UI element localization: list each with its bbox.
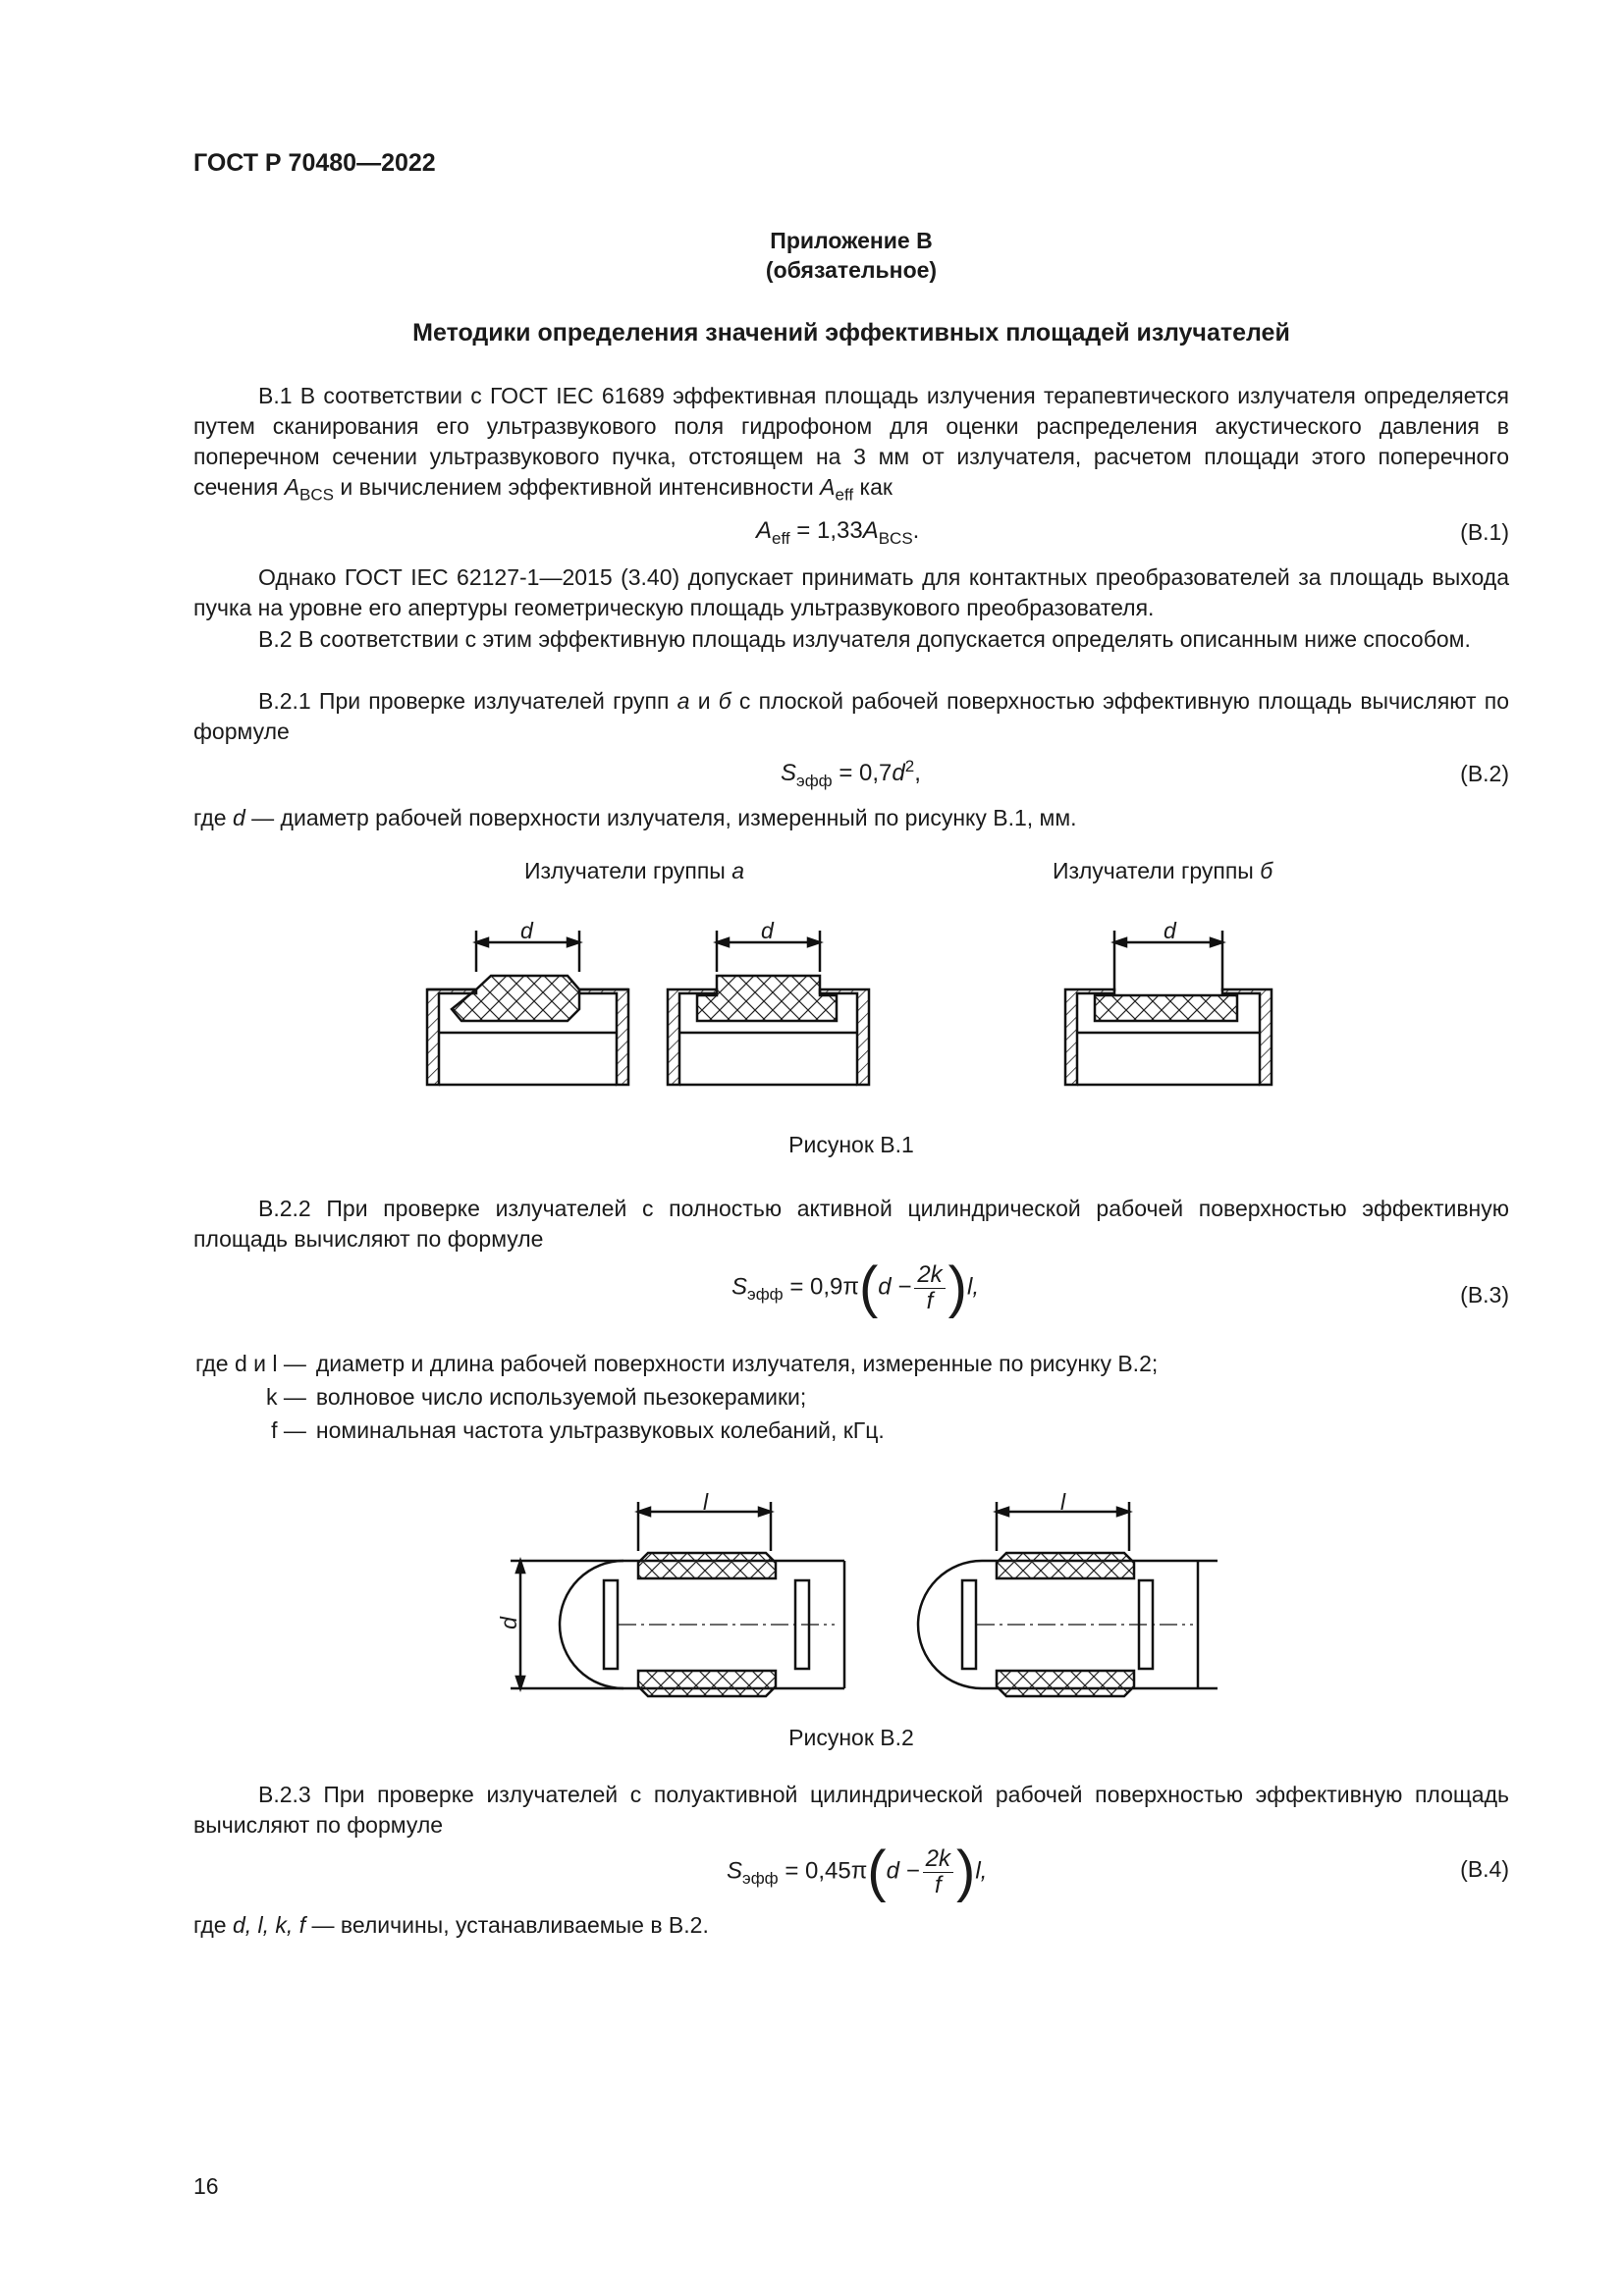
eq-variable: d −	[878, 1273, 912, 1301]
subscript-bcs: BCS	[299, 485, 335, 505]
appendix-type: (обязательное)	[765, 257, 938, 283]
eq-variable: l,	[975, 1857, 988, 1885]
emitter-group-b	[1065, 931, 1272, 1085]
eq-superscript: 2	[904, 757, 915, 775]
fig1-label-group-b	[1053, 858, 1272, 884]
eq-symbol: A	[756, 517, 773, 544]
where-text: — величины, устанавливаемые в В.2.	[311, 1912, 709, 1938]
definition-text: диаметр и длина рабочей поверхности излучателя, измеренные по рисунку В.2;	[315, 1351, 1159, 1376]
equation-b2	[781, 757, 921, 791]
equation-number: (В.1)	[1460, 519, 1509, 545]
emitter-group-a-1	[427, 931, 628, 1085]
fig1-dim-d: d	[761, 918, 774, 943]
definition-term: k —	[266, 1384, 306, 1410]
eq-variable: d −	[886, 1857, 920, 1885]
where-label: где	[193, 805, 227, 830]
eq-subscript: BCS	[878, 528, 913, 548]
eq-subscript: эфф	[747, 1285, 784, 1305]
paragraph-b21	[193, 686, 1509, 747]
paragraph-iec: Однако ГОСТ IEC 62127-1—2015 (3.40) допускает принимать для контактных преобразователей за площадь выхода пучка на уровне его апертуры геометрическую площадь ультразвукового преобразователя.	[193, 564, 1509, 620]
eq-end: ,	[914, 760, 921, 786]
paragraph-b1-end: как	[859, 474, 893, 500]
paragraph-b1-text: В.1 В соответствии с ГОСТ IEC 61689 эффективная площадь излучения терапевтического излучателя определяется путем сканирования его ультразвукового поля гидрофоном для оценки распределения акустического давления в поперечном сечении ультразвукового пучка, отстоящем на 3 мм от излучателя, расчетом площади этого поперечного сечения	[193, 383, 1509, 500]
fraction-denominator: f	[926, 1287, 934, 1314]
paragraph-b1	[193, 381, 1509, 510]
eq-coefficient: = 0,7	[839, 760, 893, 786]
equation-number: (В.4)	[1460, 1856, 1509, 1882]
where-variable: d	[232, 805, 245, 830]
definition-text: волновое число используемой пьезокерамики;	[315, 1384, 807, 1410]
paren-close: )	[947, 1255, 967, 1319]
fig2-dim-d: d	[495, 1617, 521, 1629]
eq-subscript: eff	[772, 528, 790, 548]
paren-close: )	[956, 1840, 976, 1903]
equation-b4	[727, 1840, 988, 1903]
symbol-a: A	[820, 474, 836, 500]
where-label: где	[193, 1912, 227, 1938]
definition-row	[195, 1381, 1158, 1413]
appendix-title: Приложение В	[770, 228, 933, 253]
figure-b2-drawing	[511, 1482, 1218, 1708]
where-vars	[193, 1912, 709, 1939]
paragraph-b21-text: В.2.1 При проверке излучателей групп	[258, 688, 670, 714]
fraction	[923, 1846, 953, 1898]
cylinder-emitter-full	[511, 1502, 844, 1696]
page-number: 16	[193, 2173, 219, 2199]
eq-variable: d	[892, 760, 905, 786]
eq-subscript: эфф	[796, 771, 833, 790]
definition-term: где d и l —	[195, 1351, 306, 1376]
figure-b1-caption: Рисунок В.1	[788, 1132, 914, 1157]
paren-open: (	[867, 1840, 887, 1903]
paragraph-b21-end: с плоской рабочей поверхностью эффективную площадь вычисляют по формуле	[193, 688, 1510, 744]
eq-subscript: эфф	[742, 1869, 779, 1889]
fig1-label-text: Излучатели группы	[1053, 858, 1254, 883]
document-header: ГОСТ Р 70480—2022	[193, 149, 436, 177]
definition-text: номинальная частота ультразвуковых колебаний, кГц.	[315, 1417, 885, 1443]
fig1-label-text: Излучатели группы	[524, 858, 726, 883]
fig1-dim-d: d	[520, 918, 533, 943]
fraction	[914, 1262, 945, 1314]
cylinder-emitter-half	[918, 1502, 1218, 1696]
eq-coefficient: = 0,45π	[785, 1857, 868, 1885]
equation-b1	[756, 517, 919, 549]
fraction-numerator: 2k	[923, 1846, 953, 1873]
definition-row	[195, 1348, 1158, 1379]
equation-number: (В.2)	[1460, 761, 1509, 786]
fig1-label-letter: а	[731, 858, 745, 883]
fig2-dim-l: l	[1060, 1489, 1066, 1515]
eq-coefficient: = 0,9π	[789, 1273, 859, 1301]
eq-end: .	[912, 517, 920, 544]
eq-coefficient: = 1,33	[796, 517, 863, 544]
eq-symbol: A	[862, 517, 879, 544]
subscript-eff: eff	[835, 485, 854, 505]
symbol-a: A	[284, 474, 300, 500]
where-d	[193, 805, 1077, 831]
paragraph-b23: В.2.3 При проверке излучателей с полуактивной цилиндрической рабочей поверхностью эффективную площадь вычисляют по формуле	[193, 1782, 1509, 1838]
emitter-group-a-2	[668, 931, 869, 1085]
definitions-list	[193, 1346, 1160, 1448]
fig1-dim-d: d	[1164, 918, 1176, 943]
fraction-numerator: 2k	[914, 1262, 945, 1289]
fig1-label-letter: б	[1260, 858, 1273, 883]
where-variables: d, l, k, f	[232, 1912, 306, 1938]
fraction-denominator: f	[935, 1871, 942, 1898]
paren-open: (	[858, 1255, 879, 1319]
eq-variable: l,	[967, 1273, 979, 1301]
definition-term: f —	[271, 1417, 306, 1443]
fig2-dim-l: l	[703, 1489, 709, 1515]
paragraph-b1-mid: и вычислением эффективной интенсивности	[340, 474, 814, 500]
equation-number: (В.3)	[1460, 1282, 1509, 1308]
group-b-label: б	[718, 688, 731, 714]
eq-symbol: S	[727, 1857, 743, 1885]
eq-symbol: S	[731, 1273, 748, 1301]
paragraph-b2: В.2 В соответствии с этим эффективную площадь излучателя допускается определять описанным ниже способом.	[258, 626, 1471, 652]
group-a-label: а	[677, 688, 690, 714]
conjunction: и	[697, 688, 711, 714]
definition-row	[195, 1415, 1158, 1446]
fig1-label-group-a	[524, 858, 744, 884]
paragraph-b22: В.2.2 При проверке излучателей с полностью активной цилиндрической рабочей поверхностью эффективную площадь вычисляют по формуле	[193, 1196, 1509, 1252]
equation-b3	[731, 1255, 979, 1319]
figure-b2-caption: Рисунок В.2	[788, 1725, 914, 1750]
where-text: — диаметр рабочей поверхности излучателя, измеренный по рисунку В.1, мм.	[251, 805, 1077, 830]
eq-symbol: S	[781, 760, 797, 786]
appendix-heading: Методики определения значений эффективных площадей излучателей	[412, 319, 1290, 347]
